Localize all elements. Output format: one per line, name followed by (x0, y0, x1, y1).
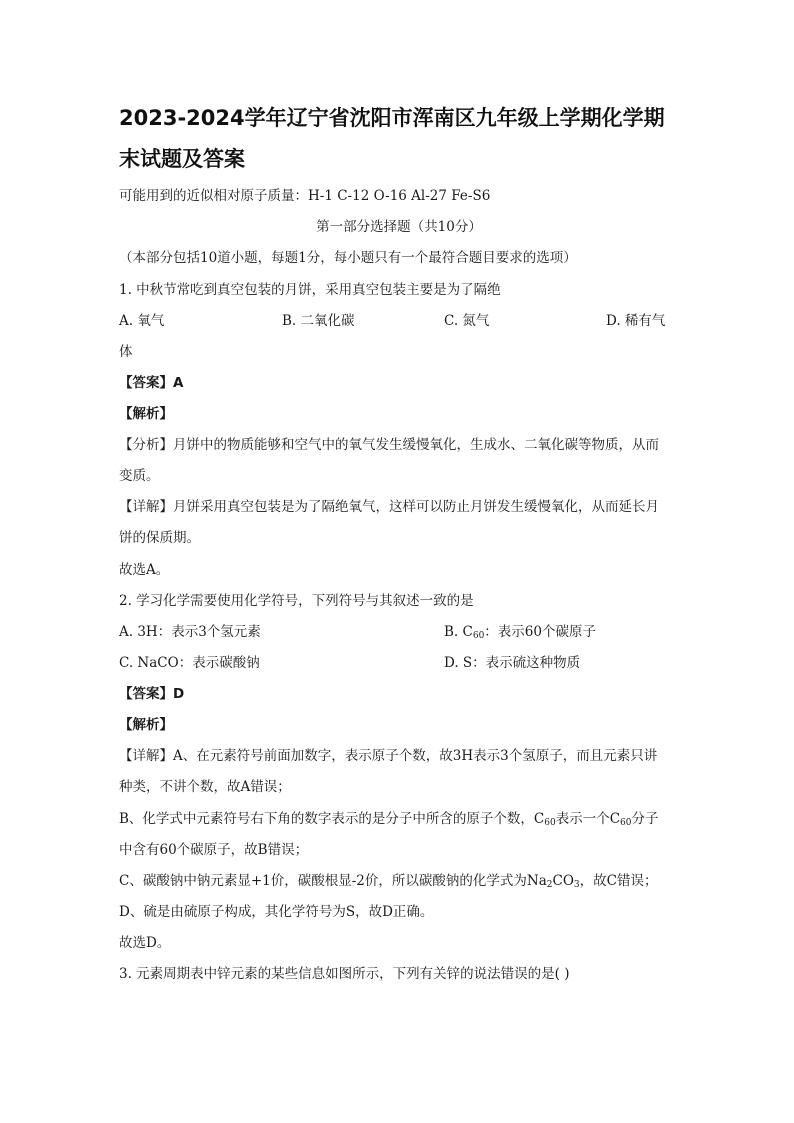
document-title: 2023-2024学年辽宁省沈阳市浑南区九年级上学期化学期末试题及答案 (119, 106, 665, 171)
q2-detail-a-line-1: 【详解】A、在元素符号前面加数字，表示原子个数，故3H表示3个氢原子，而且元素只讲 (119, 748, 658, 764)
q1-conclusion: 故选A。 (119, 562, 170, 578)
q2-detail-b-line-2: 中含有60个碳原子，故B错误； (119, 842, 309, 858)
q1-analysis-heading: 【解析】 (119, 406, 173, 422)
q1-answer: 【答案】A (119, 375, 184, 391)
q1-detail-line-2: 饼的保质期。 (119, 530, 200, 546)
q2-detail-b-line-1: B、化学式中元素符号右下角的数字表示的是分子中所含的原子个数，$C_{60}$表示一个$C_{60}$分子 (119, 811, 659, 828)
q2-question: 2. 学习化学需要使用化学符号，下列符号与其叙述一致的是 (119, 593, 474, 609)
q1-option-b: B. 二氧化碳 (282, 313, 355, 329)
q3-question: 3. 元素周期表中锌元素的某些信息如图所示，下列有关锌的说法错误的是( ) (119, 966, 570, 982)
q1-analysis-line-1: 【分析】月饼中的物质能够和空气中的氧气发生缓慢氧化，生成水、二氧化碳等物质，从而 (119, 437, 659, 453)
q2-option-b: B. $C_{60}$：表示60个碳原子 (444, 624, 596, 641)
q2-option-a: A. 3H：表示3个氢元素 (119, 624, 261, 640)
q2-detail-d: D、硫是由硫原子构成，其化学符号为S，故D正确。 (119, 904, 434, 920)
q1-option-d-continued: 体 (119, 344, 133, 360)
q2-detail-a-line-2: 种类，不讲个数，故A错误； (119, 779, 291, 795)
q1-option-c: C. 氮气 (444, 313, 490, 329)
q1-option-a: A. 氧气 (119, 313, 165, 329)
q2-option-c: C. NaCO：表示碳酸钠 (119, 655, 260, 671)
q1-question: 1. 中秋节常吃到真空包装的月饼，采用真空包装主要是为了隔绝 (119, 282, 501, 298)
q1-analysis-line-2: 变质。 (119, 468, 160, 484)
section-note: （本部分包括10道小题，每题1分，每小题只有一个最符合题目要求的选项） (119, 250, 577, 266)
q2-conclusion: 故选D。 (119, 935, 171, 951)
atomic-masses-note: 可能用到的近似相对原子质量：H-1 C-12 O-16 Al-27 Fe-S6 (119, 188, 491, 204)
q2-analysis-heading: 【解析】 (119, 717, 173, 733)
q1-option-d: D. 稀有气 (606, 313, 666, 329)
q2-option-d: D. S：表示硫这种物质 (444, 655, 581, 671)
q2-answer: 【答案】D (119, 686, 185, 702)
q2-detail-c: C、碳酸钠中钠元素显+1价，碳酸根显-2价，所以碳酸钠的化学式为$Na_2CO_3$，故C错误； (119, 873, 658, 890)
q1-detail-line-1: 【详解】月饼采用真空包装是为了隔绝氧气，这样可以防止月饼发生缓慢氧化，从而延长月 (119, 499, 659, 515)
section-title: 第一部分选择题（共10分） (316, 219, 482, 235)
